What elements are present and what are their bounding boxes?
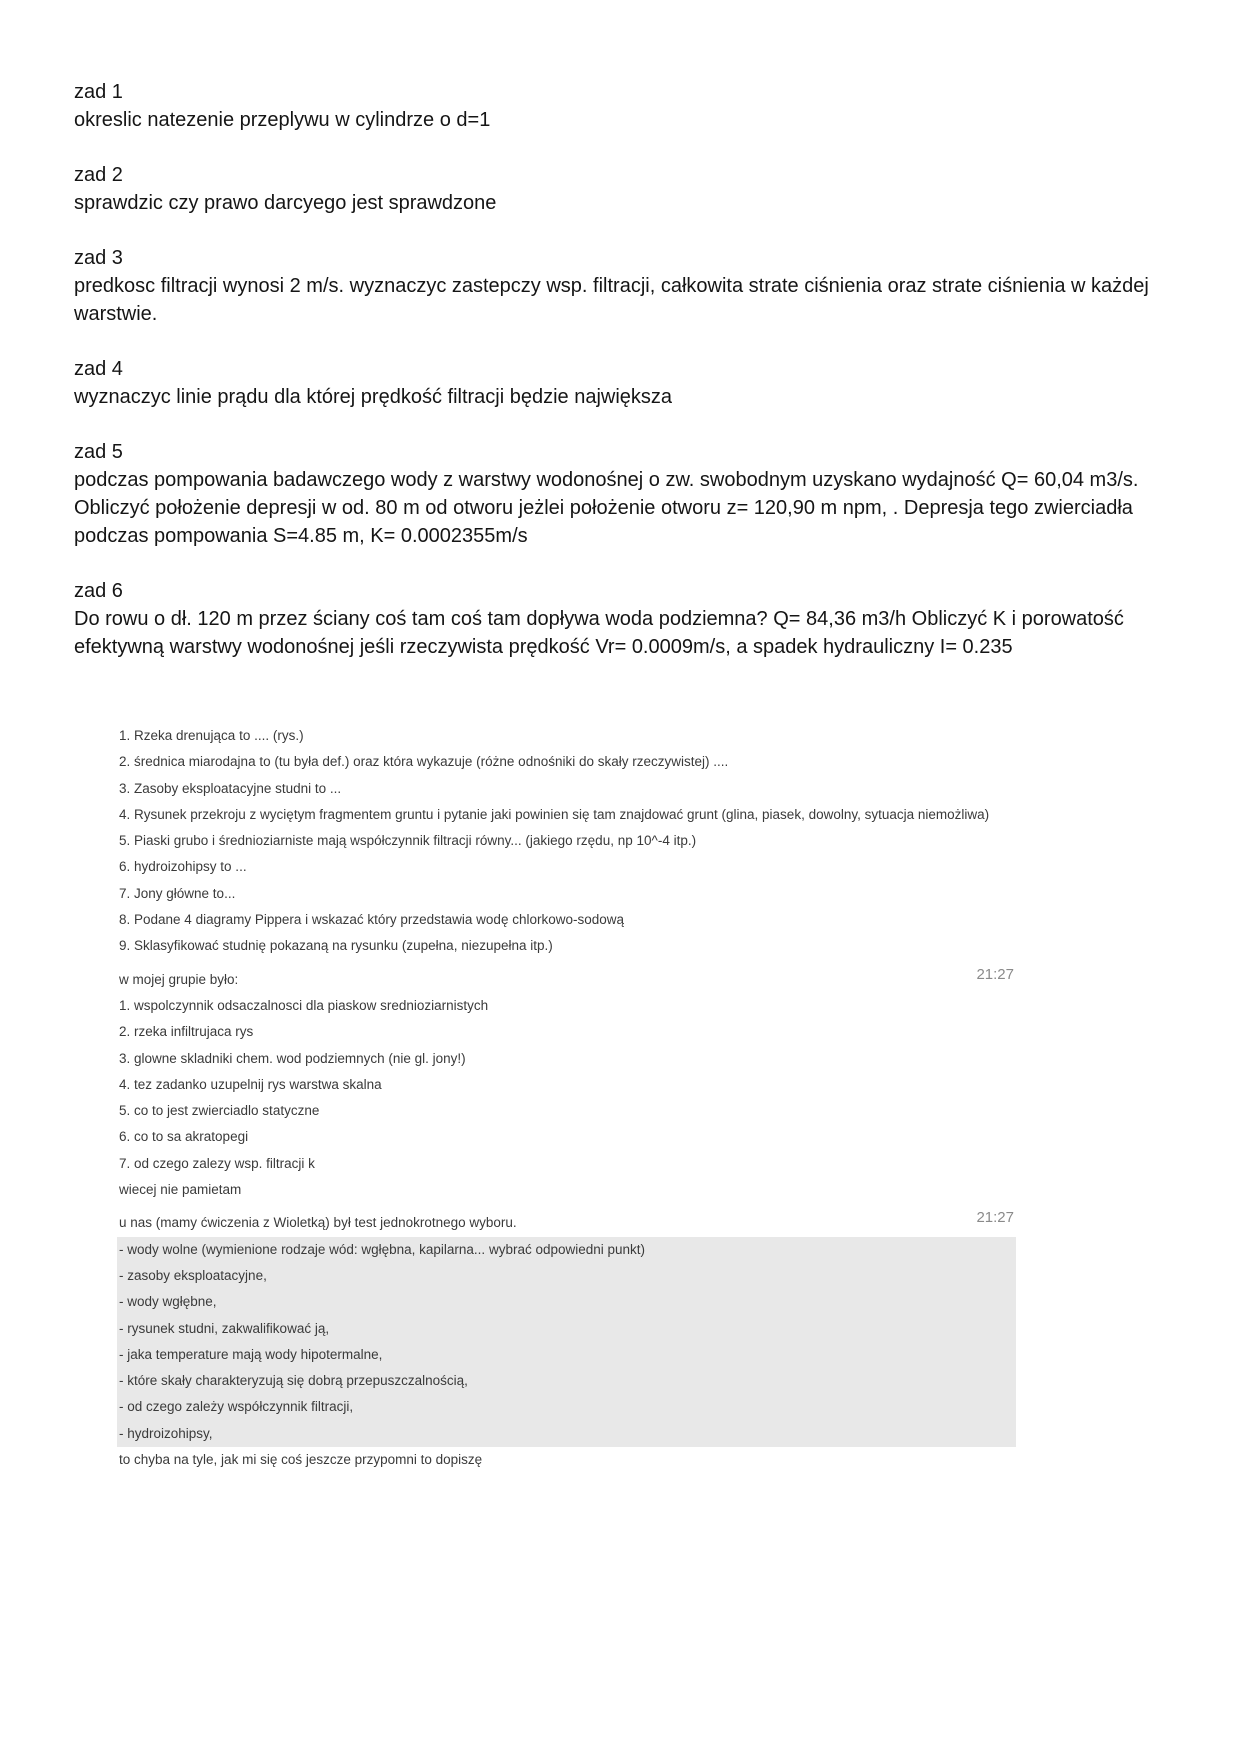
- chat-message: [119, 967, 1016, 1204]
- message-header: [119, 967, 1016, 993]
- list-item: 8. Podane 4 diagramy Pippera i wskazać który przedstawia wodę chlorkowo-sodową: [119, 912, 625, 928]
- task-6: [74, 577, 1154, 661]
- task-list: [74, 78, 1154, 688]
- task-title: zad 4: [74, 358, 123, 380]
- task-body: podczas pompowania badawczego wody z warstwy wodonośnej o zw. swobodnym uzyskano wydajność Q= 60,04 m3/s. Obliczyć położenie depresji w od. 80 m od otworu jeżlei położenie otworu z= 120,90 m npm, . Depresja tego zwierciadła podczas pompowania S=4.85 m, K= 0.0002355m/s: [74, 469, 1139, 547]
- task-title: zad 1: [74, 81, 123, 103]
- list-item: 7. Jony główne to...: [119, 885, 236, 901]
- list-item: 3. glowne skladniki chem. wod podziemnych (nie gl. jony!): [119, 1050, 466, 1066]
- list-item: 6. hydroizohipsy to ...: [119, 859, 247, 875]
- list-item: - rysunek studni, zakwalifikować ją,: [119, 1320, 330, 1336]
- list-item: wiecej nie pamietam: [119, 1182, 242, 1198]
- list-item: 5. Piaski grubo i średnioziarniste mają współczynnik filtracji równy... (jakiego rzędu, np 10^-4 itp.): [119, 833, 697, 849]
- list-item: 5. co to jest zwierciadlo statyczne: [119, 1103, 320, 1119]
- list-item: 3. Zasoby eksploatacyjne studni to ...: [119, 780, 342, 796]
- list-item: 4. tez zadanko uzupelnij rys warstwa skalna: [119, 1076, 382, 1092]
- task-title: zad 6: [74, 580, 123, 602]
- exam-question-list: [119, 723, 1016, 960]
- task-5: [74, 438, 1154, 550]
- task-title: zad 5: [74, 441, 123, 463]
- list-item: - od czego zależy współczynnik filtracji,: [119, 1399, 354, 1415]
- list-item: - zasoby eksploatacyjne,: [119, 1267, 267, 1283]
- list-item: 2. średnica miarodajna to (tu była def.) oraz która wykazuje (różne odnośniki do skały rzeczywistej) ....: [119, 754, 729, 770]
- message-list: [119, 993, 1016, 1203]
- list-item: 2. rzeka infiltrujaca rys: [119, 1024, 254, 1040]
- message-list: [117, 1237, 1016, 1447]
- list-item: - jaka temperature mają wody hipotermalne,: [119, 1346, 383, 1362]
- message-header: [119, 1210, 1016, 1236]
- task-1: [74, 78, 1154, 134]
- list-item: 1. wspolczynnik odsaczalnosci dla piaskow srednioziarnistych: [119, 997, 489, 1013]
- task-2: [74, 161, 1154, 217]
- list-item: - wody wgłębne,: [119, 1294, 217, 1310]
- task-title: zad 3: [74, 247, 123, 269]
- list-item: - wody wolne (wymienione rodzaje wód: wgłębna, kapilarna... wybrać odpowiedni punkt): [119, 1241, 646, 1257]
- task-body: predkosc filtracji wynosi 2 m/s. wyznaczyc zastepczy wsp. filtracji, całkowita strate ciśnienia oraz strate ciśnienia w każdej warstwie.: [74, 275, 1149, 325]
- task-3: [74, 244, 1154, 328]
- task-body: wyznaczyc linie prądu dla której prędkość filtracji będzie największa: [74, 386, 673, 408]
- message-timestamp: 21:27: [976, 965, 1014, 983]
- task-title: zad 2: [74, 164, 123, 186]
- task-4: [74, 355, 1154, 411]
- list-item: 7. od czego zalezy wsp. filtracji k: [119, 1155, 315, 1171]
- task-body: Do rowu o dł. 120 m przez ściany coś tam coś tam dopływa woda podziemna? Q= 84,36 m3/h Obliczyć K i porowatość efektywną warstwy wodonośnej jeśli rzeczywista prędkość Vr= 0.0009m/s, a spadek hydrauliczny I= 0.235: [74, 608, 1124, 658]
- list-item: 1. Rzeka drenująca to .... (rys.): [119, 728, 304, 743]
- chat-message: [119, 1210, 1016, 1473]
- list-item: 4. Rysunek przekroju z wyciętym fragmentem gruntu i pytanie jaki powinien się tam znajdować grunt (glina, piasek, dowolny, sytuacja niemożliwa): [119, 806, 990, 822]
- message-timestamp: 21:27: [976, 1209, 1014, 1227]
- list-item: 9. Sklasyfikować studnię pokazaną na rysunku (zupełna, niezupełna itp.): [119, 938, 553, 954]
- task-body: okreslic natezenie przeplywu w cylindrze o d=1: [74, 109, 491, 131]
- list-item: 6. co to sa akratopegi: [119, 1129, 249, 1145]
- chat-screenshot: [119, 723, 1016, 1473]
- message-footer: to chyba na tyle, jak mi się coś jeszcze przypomni to dopiszę: [119, 1452, 483, 1468]
- message-text: u nas (mamy ćwiczenia z Wioletką) był test jednokrotnego wyboru.: [119, 1215, 517, 1231]
- task-body: sprawdzic czy prawo darcyego jest sprawdzone: [74, 192, 497, 214]
- message-text: w mojej grupie było:: [119, 971, 239, 987]
- list-item: - hydroizohipsy,: [119, 1425, 213, 1441]
- list-item: - które skały charakteryzują się dobrą przepuszczalnością,: [119, 1373, 468, 1389]
